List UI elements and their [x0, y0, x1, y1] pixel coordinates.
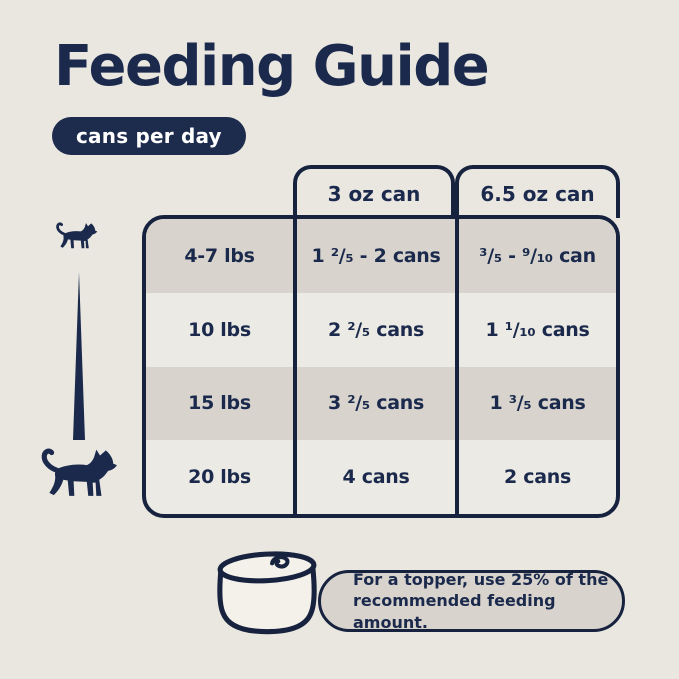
column-header-65oz-can — [455, 165, 620, 218]
weight-cell: 15 lbs — [188, 392, 251, 415]
feeding-table — [142, 165, 620, 521]
column-header-3oz-label: 3 oz can — [327, 181, 421, 206]
page-title: Feeding Guide — [54, 34, 489, 99]
cans-per-day-badge — [52, 117, 246, 155]
column-header-3oz-can — [293, 165, 455, 218]
weight-increase-pointer — [73, 272, 85, 440]
column-header-65oz-label: 6.5 oz can — [480, 181, 595, 206]
small-cat-icon — [52, 221, 100, 257]
cans-3oz-cell: 3 ²/₅ cans — [293, 367, 455, 441]
table-row — [146, 293, 616, 367]
weight-cell: 10 lbs — [188, 318, 251, 341]
food-can-icon — [210, 548, 324, 650]
table-row — [146, 219, 616, 293]
cans-per-day-badge-label: cans per day — [76, 124, 222, 148]
weight-cell: 4-7 lbs — [184, 244, 255, 267]
topper-note — [318, 570, 625, 632]
table-row — [146, 367, 616, 441]
weight-cell: 20 lbs — [188, 466, 251, 489]
cans-65oz-cell: ³/₅ - ⁹/₁₀ can — [455, 219, 616, 293]
topper-note-line2: recommended feeding amount. — [353, 591, 556, 632]
large-cat-icon — [34, 446, 122, 512]
cans-3oz-cell: 1 ²/₅ - 2 cans — [293, 219, 455, 293]
feeding-table-body — [142, 215, 620, 518]
cans-3oz-cell: 4 cans — [293, 440, 455, 514]
topper-note-line1: For a topper, use 25% of the — [353, 569, 609, 589]
cans-65oz-cell: 1 ³/₅ cans — [455, 367, 616, 441]
cans-65oz-cell: 2 cans — [455, 440, 616, 514]
cans-3oz-cell: 2 ²/₅ cans — [293, 293, 455, 367]
cans-65oz-cell: 1 ¹/₁₀ cans — [455, 293, 616, 367]
table-row — [146, 440, 616, 514]
